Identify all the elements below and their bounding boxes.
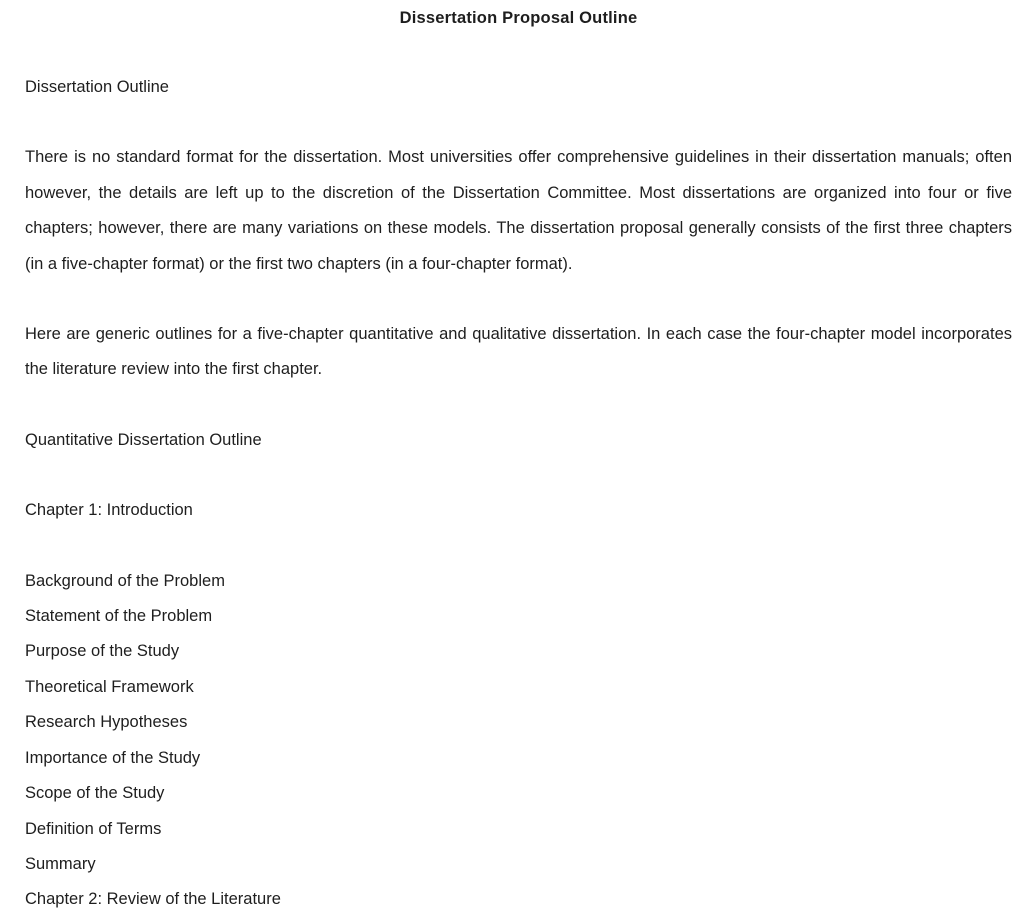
list-item: Background of the Problem bbox=[25, 571, 225, 590]
list-item: Purpose of the Study bbox=[25, 642, 180, 661]
section-heading-quantitative: Quantitative Dissertation Outline bbox=[25, 430, 262, 449]
chapter-1-outline-list bbox=[25, 564, 1012, 883]
list-item: Research Hypotheses bbox=[25, 713, 188, 732]
paragraph-format-overview: There is no standard format for the dissertation. Most universities offer comprehensive guidelines in their dissertation manuals; often however, the details are left up to the discretion of the Dissertation Committee. Most dissertations are organized into four or five chapters; however, there are many variations on these models. The dissertation proposal generally consists of the first three chapters (in a five-chapter format) or the first two chapters (in a four-chapter format). bbox=[25, 148, 1012, 273]
list-item: Theoretical Framework bbox=[25, 677, 194, 696]
list-item: Summary bbox=[25, 854, 96, 873]
list-item: Importance of the Study bbox=[25, 748, 201, 767]
chapter-1-heading: Chapter 1: Introduction bbox=[25, 501, 193, 520]
chapter-2-heading: Chapter 2: Review of the Literature bbox=[25, 890, 281, 909]
list-item: Definition of Terms bbox=[25, 819, 162, 838]
intro-heading: Dissertation Outline bbox=[25, 78, 169, 96]
paragraph-generic-outlines: Here are generic outlines for a five-chapter quantitative and qualitative dissertation. In each case the four-chapter model incorporates the literature review into the first chapter. bbox=[25, 325, 1012, 379]
list-item: Statement of the Problem bbox=[25, 607, 213, 626]
document-title: Dissertation Proposal Outline bbox=[399, 9, 638, 27]
list-item: Scope of the Study bbox=[25, 784, 165, 803]
